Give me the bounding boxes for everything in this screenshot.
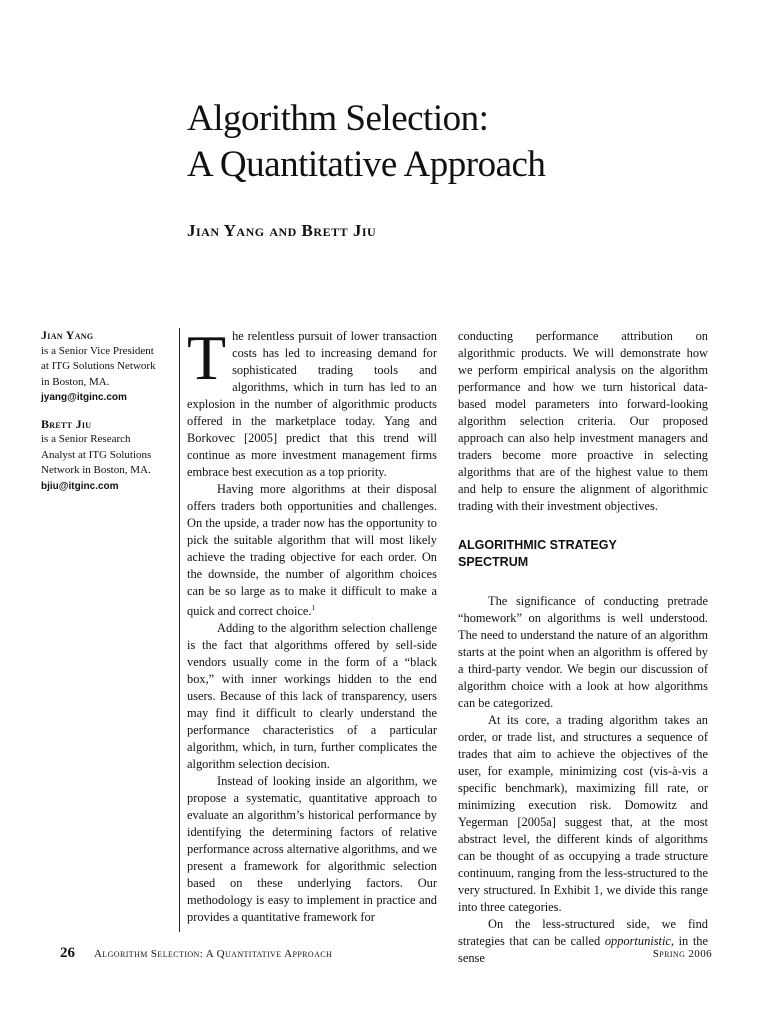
author-bio (41, 417, 175, 495)
column-divider (179, 328, 180, 932)
body-column-left (187, 322, 437, 926)
author-bios (41, 328, 175, 505)
body-paragraph: Instead of looking inside an algorithm, we propose a systematic, quantitative approach to evaluate an algorithm’s historical performance by identifying the determining factors of relative performance across alternative algorithms, and we present a framework for algorithmic selection based on these underlying factors. Our methodology is easy to implement in practice and provides a quantitative framework for (187, 774, 437, 925)
drop-cap: T (187, 322, 227, 393)
heading-line: SPECTRUM (458, 555, 529, 569)
issue-season: Spring 2006 (652, 948, 712, 960)
author-bio (41, 328, 175, 406)
author-name: Brett Jiu (41, 416, 92, 431)
title-line-1: Algorithm Selection: (187, 98, 489, 139)
paragraph-text: On the less-structured side, we find strategies that can be called (458, 917, 708, 948)
bio-line: in Boston, MA. (41, 375, 110, 388)
author-name: Jian Yang (41, 328, 94, 342)
author-email-link[interactable]: jyang@itginc.com (41, 392, 127, 403)
author-email-link[interactable]: bjiu@itginc.com (41, 480, 119, 492)
italic-term: opportunistic (604, 934, 671, 948)
article-title (187, 96, 727, 188)
bio-line: Analyst at ITG Solutions (41, 448, 152, 461)
page-footer (60, 945, 712, 966)
bio-line: is a Senior Vice President (41, 344, 154, 357)
heading-line: ALGORITHMIC STRATEGY (458, 538, 617, 552)
body-column-right (458, 328, 708, 967)
running-title: Algorithm Selection: A Quantitative Approach (94, 948, 333, 960)
body-paragraph: Adding to the algorithm selection challenge is the fact that algorithms offered by sell-side vendors usually come in the form of a “black box,” with inner workings hidden to the end users. Because of this lack of transparency, users may find it difficult to clearly understand the performance characteristics of a particular algorithm, which, in turn, further complicates the algorithm selection decision. (187, 621, 437, 772)
page-number: 26 (60, 945, 75, 961)
bio-line: is a Senior Research (41, 433, 131, 445)
bio-line: at ITG Solutions Network (41, 360, 156, 372)
footnote-marker[interactable]: 1 (311, 604, 316, 612)
paragraph-text: Having more algorithms at their disposal offers traders both opportunities and challenges. On the upside, a trader now has the opportunity to pick the suitable algorithm that will most likely achieve the trading objective for each order. On the downside, the number of algorithm choices can be so large as to make it difficult to make a quick and correct choice. (187, 482, 437, 619)
bio-line: Network in Boston, MA. (41, 464, 151, 476)
paragraph-text: he relentless pursuit of lower transaction costs has led to increasing demand for sophisticated trading tools and algorithms, which in turn has led to an explosion in the number of algorithmic products offered in the marketplace today. Yang and Borkovec [2005] predict that this trend will continue as more investment management firms embrace best execution as a top priority. (187, 329, 437, 479)
paragraph-text: , in the sense (458, 934, 708, 965)
body-paragraph (187, 322, 437, 481)
body-paragraph: At its core, a trading algorithm takes an order, or trade list, and structures a sequence of trades that aim to achieve the objectives of the user, for example, minimizing cost (vis-à-vis a specific benchmark), maximizing fill rate, or minimizing execution risk. Domowitz and Yegerman [2005a] suggest that, at the most abstract level, the different kinds of algorithms can be thought of as occupying a trade structure continuum, ranging from the less-structured to the very structured. In Exhibit 1, we divide this range into three categories. (458, 713, 708, 914)
author-byline: Jian Yang and Brett Jiu (187, 221, 377, 240)
body-paragraph: The significance of conducting pretrade “homework” on algorithms is well understood. The need to understand the nature of an algorithm starts at the point when an algorithm is offered by a third-party vendor. We begin our discussion of algorithm choice with a look at how algorithms can be categorized. (458, 594, 708, 710)
body-paragraph (187, 481, 437, 620)
section-heading (458, 537, 708, 571)
body-paragraph: conducting performance attribution on algorithmic products. We will demonstrate how we perform empirical analysis on the algorithm performance and how we turn historical data-based model parameters into forward-looking algorithm selection criteria. Our proposed approach can also help investment managers and traders become more proactive in selecting algorithms that are of the highest value to them and help to ensure the alignment of algorithmic trading with their investment objectives. (458, 329, 708, 513)
title-line-2: A Quantitative Approach (187, 144, 546, 185)
